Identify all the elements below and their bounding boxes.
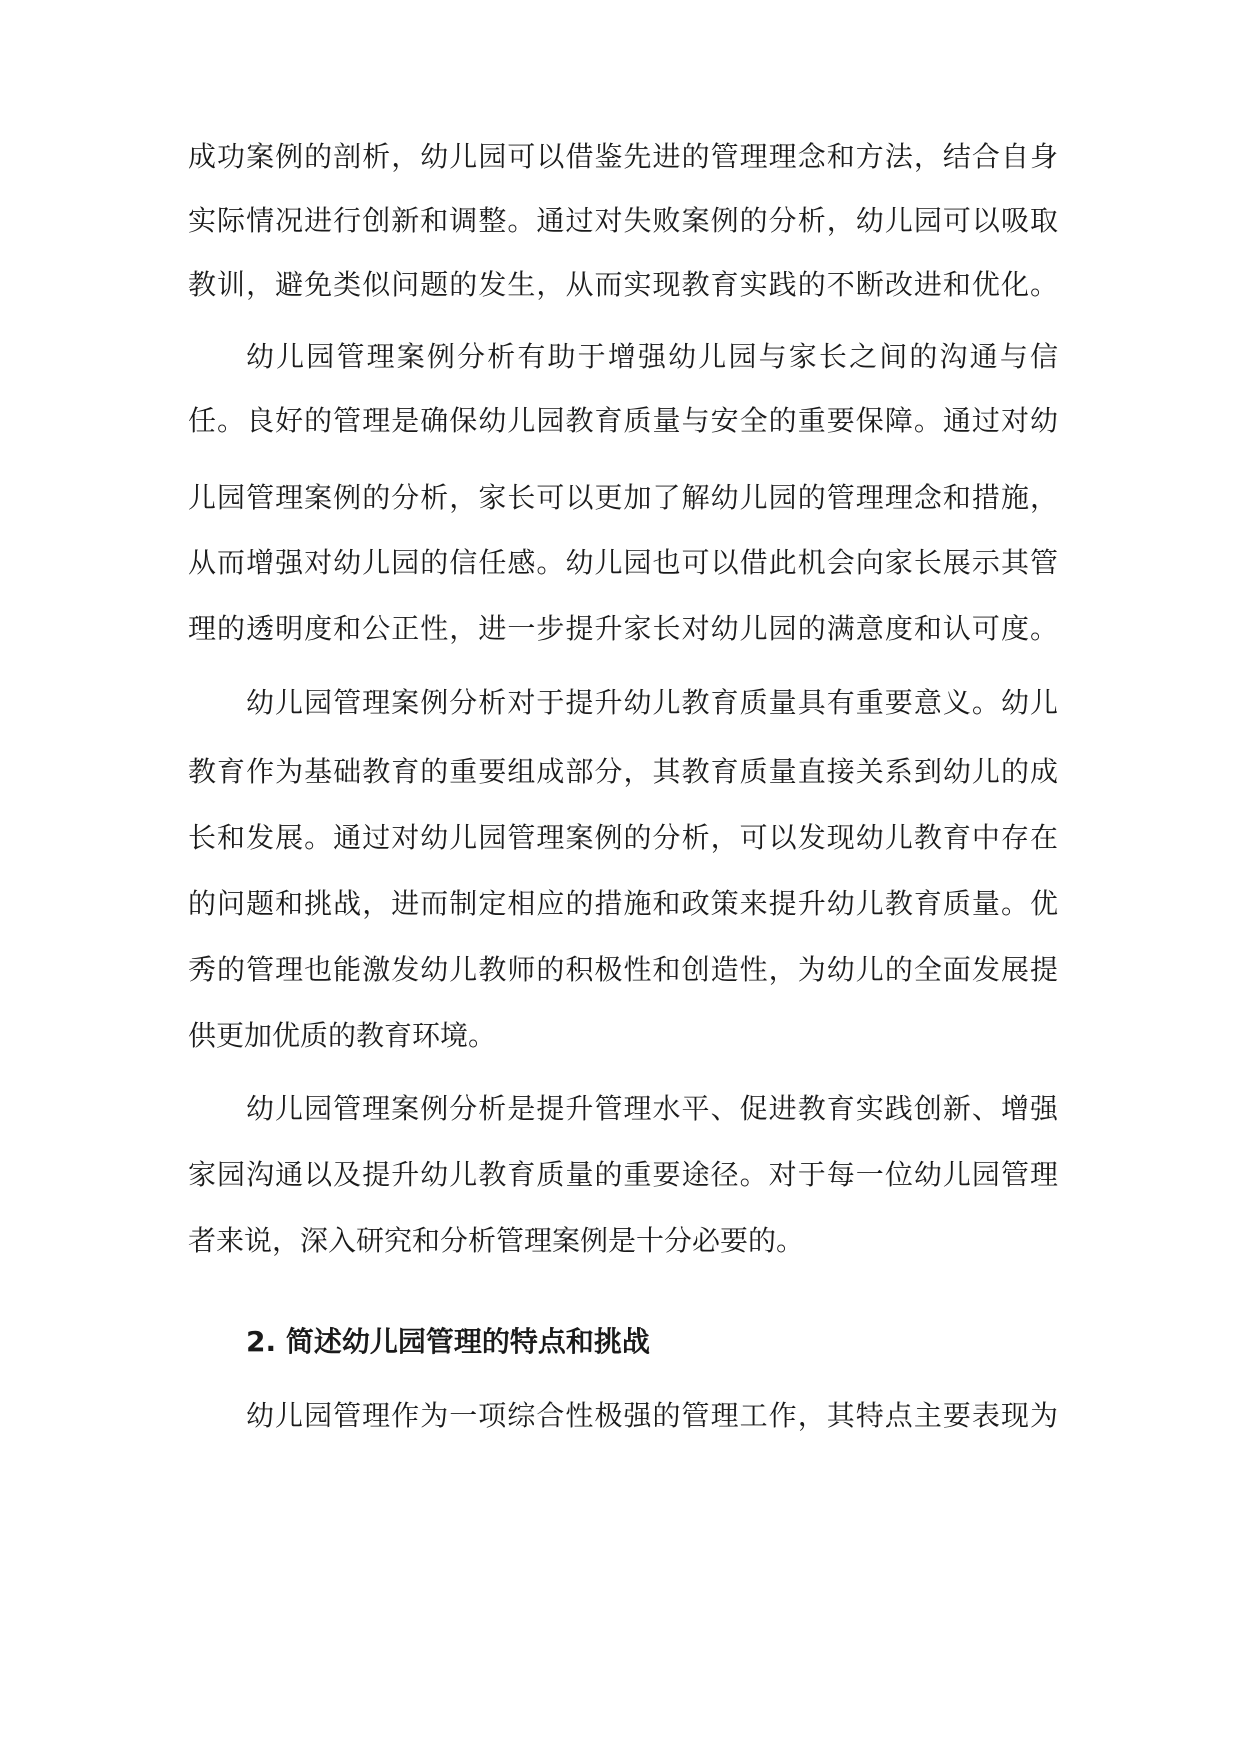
body-text-line: 长和发展。通过对幼儿园管理案例的分析，可以发现幼儿教育中存在	[188, 821, 1058, 854]
paragraph-first-line: 幼儿园管理案例分析是提升管理水平、促进教育实践创新、增强	[246, 1092, 1058, 1125]
body-text-line: 儿园管理案例的分析，家长可以更加了解幼儿园的管理理念和措施，	[188, 481, 1058, 514]
body-text-line: 成功案例的剖析，幼儿园可以借鉴先进的管理理念和方法，结合自身	[188, 140, 1058, 173]
body-text-line: 理的透明度和公正性，进一步提升家长对幼儿园的满意度和认可度。	[188, 612, 1058, 645]
paragraph-first-line: 幼儿园管理案例分析有助于增强幼儿园与家长之间的沟通与信	[246, 340, 1058, 373]
body-text-line: 实际情况进行创新和调整。通过对失败案例的分析，幼儿园可以吸取	[188, 204, 1058, 237]
section-heading: 2. 简述幼儿园管理的特点和挑战	[246, 1325, 650, 1358]
body-text-line: 家园沟通以及提升幼儿教育质量的重要途径。对于每一位幼儿园管理	[188, 1158, 1058, 1191]
body-text-line: 教育作为基础教育的重要组成部分，其教育质量直接关系到幼儿的成	[188, 755, 1058, 788]
body-text-line: 的问题和挑战，进而制定相应的措施和政策来提升幼儿教育质量。优	[188, 887, 1058, 920]
body-text-line: 教训，避免类似问题的发生，从而实现教育实践的不断改进和优化。	[188, 268, 1058, 301]
body-text-line: 供更加优质的教育环境。	[188, 1019, 497, 1052]
paragraph-first-line: 幼儿园管理作为一项综合性极强的管理工作，其特点主要表现为	[246, 1399, 1058, 1432]
body-text-line: 从而增强对幼儿园的信任感。幼儿园也可以借此机会向家长展示其管	[188, 546, 1058, 579]
paragraph-first-line: 幼儿园管理案例分析对于提升幼儿教育质量具有重要意义。幼儿	[246, 686, 1058, 719]
body-text-line: 者来说，深入研究和分析管理案例是十分必要的。	[188, 1224, 805, 1257]
body-text-line: 秀的管理也能激发幼儿教师的积极性和创造性，为幼儿的全面发展提	[188, 953, 1058, 986]
body-text-line: 任。良好的管理是确保幼儿园教育质量与安全的重要保障。通过对幼	[188, 404, 1058, 437]
